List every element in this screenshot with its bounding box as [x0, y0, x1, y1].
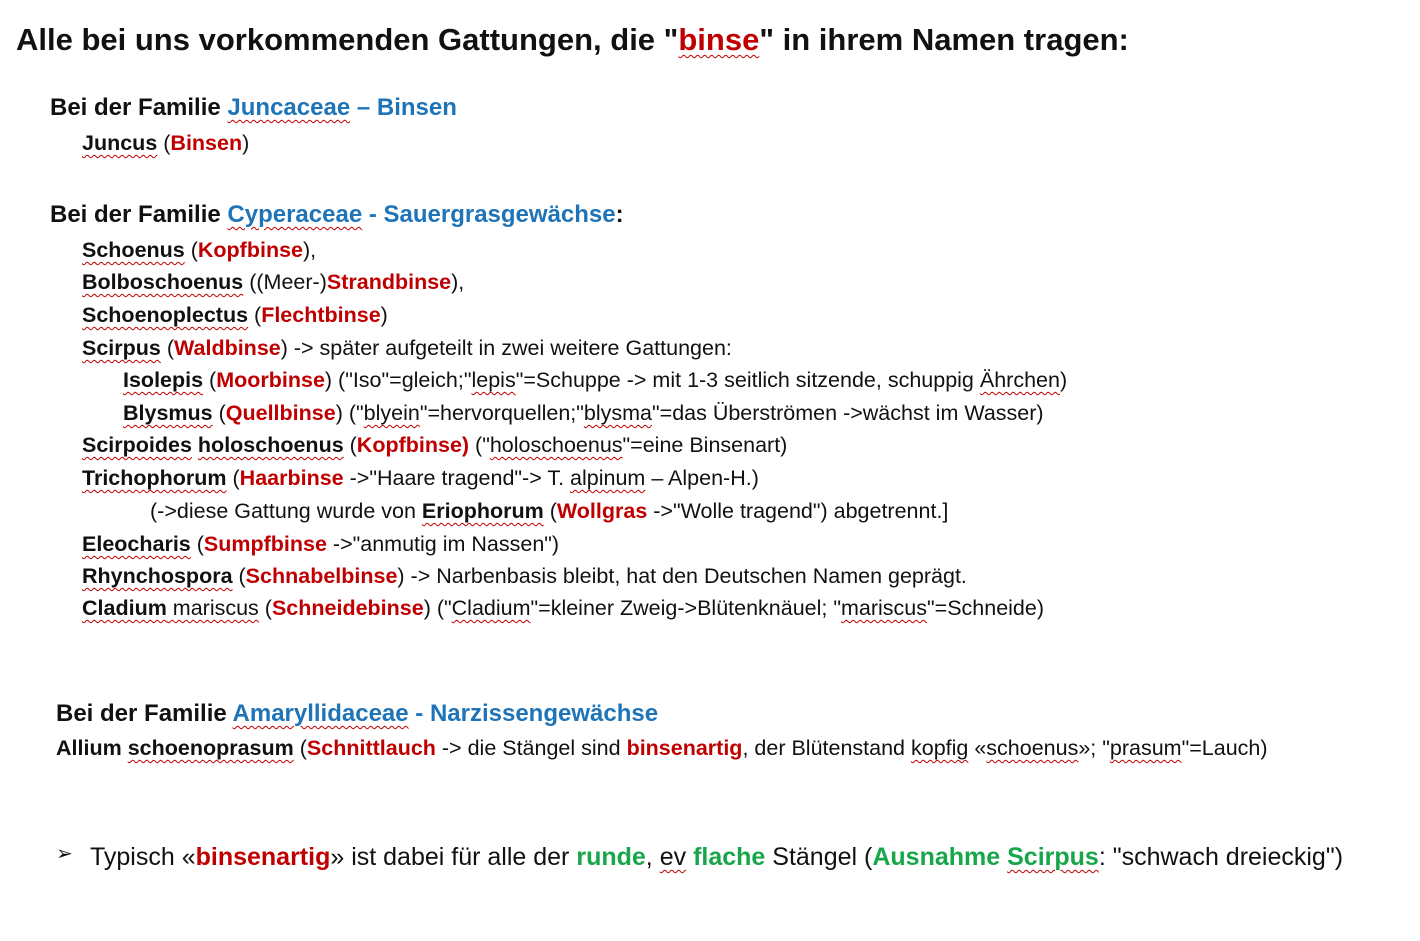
family-heading-amaryllidaceae: Bei der Familie Amaryllidaceae - Narzissengewächse	[56, 700, 659, 727]
family-heading-cyperaceae: Bei der Familie Cyperaceae - Sauergrasgewächse:	[50, 201, 624, 228]
genus-row-scirpus: Scirpus (Waldbinse) -> später aufgeteilt in zwei weitere Gattungen:	[82, 336, 732, 360]
family-heading-juncaceae: Bei der Familie Juncaceae – Binsen	[50, 94, 457, 121]
genus-row-blysmus: Blysmus (Quellbinse) ("blyein"=hervorquellen;"blysma"=das Überströmen ->wächst im Wasser)	[123, 401, 1044, 425]
genus-row-isolepis: Isolepis (Moorbinse) ("Iso"=gleich;"lepis"=Schuppe -> mit 1-3 seitlich sitzende, schuppig Ährchen)	[123, 368, 1068, 392]
summary-note: Typisch «binsenartig» ist dabei für alle der runde, ev flache Stängel (Ausnahme Scirpus: "schwach dreieckig")	[90, 843, 1344, 871]
page-title: Alle bei uns vorkommenden Gattungen, die "binse" in ihrem Namen tragen:	[16, 22, 1129, 57]
genus-row-allium: Allium schoenoprasum (Schnittlauch -> die Stängel sind binsenartig, der Blütenstand kopfig «schoenus»; "prasum"=Lauch)	[56, 736, 1268, 760]
genus-row-bolboschoenus: Bolboschoenus ((Meer-)Strandbinse),	[82, 270, 465, 294]
genus-row-eleocharis: Eleocharis (Sumpfbinse ->"anmutig im Nassen")	[82, 532, 560, 556]
genus-row-juncus: Juncus (Binsen)	[82, 131, 250, 155]
genus-row-eriophorum: (->diese Gattung wurde von Eriophorum (Wollgras ->"Wolle tragend") abgetrennt.]	[150, 499, 949, 523]
title-highlight: binse	[678, 22, 760, 57]
genus-row-schoenoplectus: Schoenoplectus (Flechtbinse)	[82, 303, 388, 327]
genus-row-scirpoides: Scirpoides holoschoenus (Kopfbinse) ("holoschoenus"=eine Binsenart)	[82, 433, 788, 457]
genus-row-trichophorum: Trichophorum (Haarbinse ->"Haare tragend"-> T. alpinum – Alpen-H.)	[82, 466, 759, 490]
genus-row-schoenus: Schoenus (Kopfbinse),	[82, 238, 317, 262]
arrow-bullet-icon: ➢	[56, 843, 73, 865]
genus-row-cladium: Cladium mariscus (Schneidebinse) ("Cladium"=kleiner Zweig->Blütenknäuel; "mariscus"=Schneide)	[82, 596, 1045, 620]
genus-row-rhynchospora: Rhynchospora (Schnabelbinse) -> Narbenbasis bleibt, hat den Deutschen Namen geprägt.	[82, 564, 967, 588]
